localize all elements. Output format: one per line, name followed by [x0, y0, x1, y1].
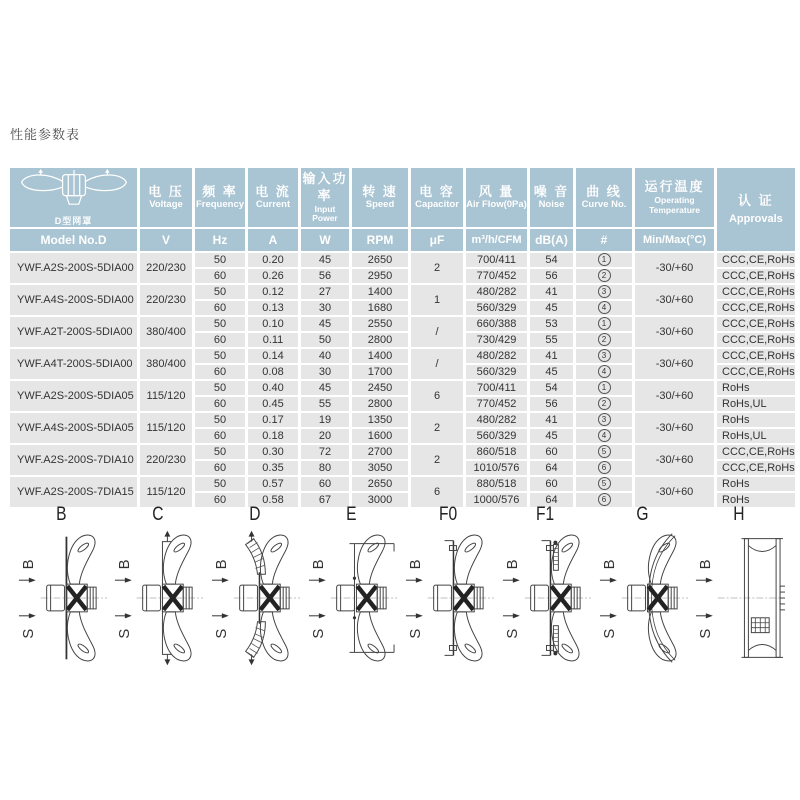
curve-number-badge: 2: [598, 333, 611, 346]
cell-curve-no: [576, 285, 632, 299]
cell-airflow: 860/518: [466, 445, 527, 459]
cell-airflow: 560/329: [466, 301, 527, 315]
cell-speed: 1350: [352, 413, 408, 427]
cell-speed: 2700: [352, 445, 408, 459]
cell-current: 0.10: [248, 317, 298, 331]
cell-input-power: 56: [301, 269, 349, 283]
cell-input-power: 50: [301, 333, 349, 347]
cell-noise: 45: [530, 301, 573, 315]
cell-curve-no: [576, 301, 632, 315]
cell-approvals: CCC,CE,RoHs: [717, 461, 795, 475]
unit-noise: dB(A): [530, 229, 573, 251]
cell-voltage: 220/230: [140, 253, 192, 283]
cell-frequency: 60: [195, 397, 245, 411]
cell-approvals: CCC,CE,RoHs: [717, 301, 795, 315]
cell-noise: 60: [530, 445, 573, 459]
cell-speed: 3050: [352, 461, 408, 475]
cell-speed: 3000: [352, 493, 408, 507]
cell-curve-no: [576, 365, 632, 379]
cell-input-power: 80: [301, 461, 349, 475]
header-row-main: [10, 168, 795, 227]
fan-type-figure-F0: [401, 502, 495, 668]
fan-type-label: C: [152, 504, 164, 525]
curve-number-badge: 4: [598, 429, 611, 442]
cell-curve-no: [576, 269, 632, 283]
cell-curve-no: [576, 397, 632, 411]
cell-airflow: 700/411: [466, 253, 527, 267]
cell-input-power: 40: [301, 349, 349, 363]
header-model-no: Model No.D: [10, 229, 137, 251]
cell-current: 0.11: [248, 333, 298, 347]
cell-frequency: 50: [195, 477, 245, 491]
header-noise: 噪 音 Noise: [530, 168, 573, 227]
cell-approvals: CCC,CE,RoHs: [717, 349, 795, 363]
cell-airflow: 660/388: [466, 317, 527, 331]
cell-noise: 60: [530, 477, 573, 491]
svg-text:B: B: [20, 559, 37, 570]
cell-capacitor: /: [411, 317, 463, 347]
cell-current: 0.26: [248, 269, 298, 283]
svg-text:S: S: [117, 628, 134, 639]
cell-speed: 2450: [352, 381, 408, 395]
fan-drawing-C-icon: [111, 528, 204, 668]
curve-number-badge: 6: [598, 461, 611, 474]
curve-number-badge: 2: [598, 397, 611, 410]
cell-curve-no: [576, 253, 632, 267]
cell-current: 0.13: [248, 301, 298, 315]
cell-speed: 1600: [352, 429, 408, 443]
cell-airflow: 480/282: [466, 349, 527, 363]
cell-approvals: CCC,CE,RoHs: [717, 253, 795, 267]
cell-approvals: CCC,CE,RoHs: [717, 333, 795, 347]
cell-frequency: 60: [195, 461, 245, 475]
cell-speed: 1680: [352, 301, 408, 315]
arrow-icon: [38, 169, 43, 173]
cell-noise: 55: [530, 333, 573, 347]
cell-curve-no: [576, 413, 632, 427]
cell-speed: 2800: [352, 397, 408, 411]
header-operating-temperature: 运行温度 Operating Temperature: [635, 168, 714, 227]
cell-speed: 2650: [352, 253, 408, 267]
svg-text:B: B: [213, 559, 230, 570]
unit-voltage: V: [140, 229, 192, 251]
curve-number-badge: 1: [598, 253, 611, 266]
cell-airflow: 700/411: [466, 381, 527, 395]
table-row: [10, 477, 795, 491]
table-row: [10, 253, 795, 267]
cell-curve-no: [576, 333, 632, 347]
cell-speed: 2650: [352, 477, 408, 491]
cell-noise: 45: [530, 365, 573, 379]
cell-airflow: 770/452: [466, 397, 527, 411]
fan-drawing-H-icon: [692, 528, 785, 668]
cell-approvals: RoHs: [717, 413, 795, 427]
cell-frequency: 50: [195, 317, 245, 331]
cell-current: 0.14: [248, 349, 298, 363]
cell-speed: 1400: [352, 285, 408, 299]
fan-type-figure-B: [14, 502, 108, 668]
cell-airflow: 1000/576: [466, 493, 527, 507]
fan-type-figure-C: [111, 502, 205, 668]
cell-temperature: -30/+60: [635, 413, 714, 443]
cell-curve-no: [576, 349, 632, 363]
table-row: [10, 349, 795, 363]
cell-temperature: -30/+60: [635, 253, 714, 283]
fan-type-label: H: [733, 504, 745, 525]
cell-frequency: 60: [195, 493, 245, 507]
cell-capacitor: 2: [411, 253, 463, 283]
cell-noise: 41: [530, 285, 573, 299]
cell-speed: 1700: [352, 365, 408, 379]
cell-approvals: CCC,CE,RoHs: [717, 285, 795, 299]
table-row: [10, 285, 795, 299]
cell-frequency: 60: [195, 365, 245, 379]
unit-curve-no: #: [576, 229, 632, 251]
fan-drawing-E-icon: [305, 528, 398, 668]
cell-capacitor: 2: [411, 413, 463, 443]
header-voltage: 电 压 Voltage: [140, 168, 192, 227]
cell-current: 0.18: [248, 429, 298, 443]
cell-model: YWF.A2S-200S-5DIA00: [10, 253, 137, 283]
header-capacitor: 电 容 Capacitor: [411, 168, 463, 227]
cell-voltage: 220/230: [140, 285, 192, 315]
header-guard-image-cell: [10, 168, 137, 227]
cell-current: 0.08: [248, 365, 298, 379]
header-row-units: [10, 229, 795, 251]
svg-text:B: B: [698, 559, 715, 570]
cell-curve-no: [576, 317, 632, 331]
cell-approvals: RoHs: [717, 477, 795, 491]
cell-speed: 2950: [352, 269, 408, 283]
cell-frequency: 60: [195, 269, 245, 283]
cell-speed: 2800: [352, 333, 408, 347]
cell-model: YWF.A2T-200S-5DIA00: [10, 317, 137, 347]
page-title: 性能参数表: [10, 127, 81, 142]
header-frequency: 频 率 Frequency: [195, 168, 245, 227]
curve-number-badge: 4: [598, 301, 611, 314]
svg-text:S: S: [601, 628, 618, 639]
fan-type-figure-G: [595, 502, 689, 668]
cell-airflow: 1010/576: [466, 461, 527, 475]
cell-curve-no: [576, 461, 632, 475]
cell-current: 0.45: [248, 397, 298, 411]
fan-type-label: G: [636, 504, 649, 525]
cell-current: 0.12: [248, 285, 298, 299]
cell-input-power: 20: [301, 429, 349, 443]
fan-type-label: F1: [536, 504, 555, 525]
cell-noise: 56: [530, 269, 573, 283]
fan-top-view-icon: [16, 168, 132, 208]
cell-input-power: 19: [301, 413, 349, 427]
cell-voltage: 380/400: [140, 349, 192, 379]
cell-current: 0.58: [248, 493, 298, 507]
cell-input-power: 45: [301, 253, 349, 267]
header-input-power: 输入功率 Input Power: [301, 168, 349, 227]
cell-model: YWF.A4S-200S-5DIA05: [10, 413, 137, 443]
cell-approvals: CCC,CE,RoHs: [717, 269, 795, 283]
fan-type-figure-H: [692, 502, 786, 668]
fan-drawing-B-icon: [15, 528, 108, 668]
fan-drawing-F0-icon: [402, 528, 495, 668]
cell-input-power: 55: [301, 397, 349, 411]
guard-caption: D型网罩: [54, 216, 93, 226]
unit-speed: RPM: [352, 229, 408, 251]
cell-input-power: 67: [301, 493, 349, 507]
svg-text:S: S: [310, 628, 327, 639]
cell-noise: 45: [530, 429, 573, 443]
curve-number-badge: 1: [598, 317, 611, 330]
cell-frequency: 50: [195, 285, 245, 299]
cell-current: 0.20: [248, 253, 298, 267]
curve-number-badge: 3: [598, 413, 611, 426]
cell-frequency: 50: [195, 413, 245, 427]
header-current: 电 流 Current: [248, 168, 298, 227]
cell-input-power: 30: [301, 301, 349, 315]
table-row: [10, 445, 795, 459]
cell-noise: 64: [530, 461, 573, 475]
cell-capacitor: 2: [411, 445, 463, 475]
curve-number-badge: 3: [598, 349, 611, 362]
cell-current: 0.30: [248, 445, 298, 459]
cell-noise: 54: [530, 253, 573, 267]
unit-current: A: [248, 229, 298, 251]
cell-capacitor: 1: [411, 285, 463, 315]
cell-airflow: 880/518: [466, 477, 527, 491]
fan-drawing-G-icon: [596, 528, 689, 668]
cell-curve-no: [576, 477, 632, 491]
curve-number-badge: 5: [598, 445, 611, 458]
cell-input-power: 45: [301, 381, 349, 395]
cell-frequency: 50: [195, 445, 245, 459]
cell-frequency: 50: [195, 349, 245, 363]
unit-airflow: m³/h/CFM: [466, 229, 527, 251]
spec-table: [7, 166, 798, 509]
cell-noise: 56: [530, 397, 573, 411]
fan-type-figure-F1: [498, 502, 592, 668]
svg-text:S: S: [20, 628, 37, 639]
cell-approvals: RoHs: [717, 493, 795, 507]
svg-text:S: S: [698, 628, 715, 639]
fan-type-figure-E: [305, 502, 399, 668]
cell-model: YWF.A4T-200S-5DIA00: [10, 349, 137, 379]
cell-airflow: 480/282: [466, 285, 527, 299]
header-airflow: 风 量 Air Flow(0Pa): [466, 168, 527, 227]
cell-voltage: 115/120: [140, 413, 192, 443]
cell-temperature: -30/+60: [635, 381, 714, 411]
cell-noise: 54: [530, 381, 573, 395]
fan-type-figure-D: [208, 502, 302, 668]
cell-temperature: -30/+60: [635, 285, 714, 315]
cell-frequency: 50: [195, 253, 245, 267]
cell-approvals: CCC,CE,RoHs: [717, 445, 795, 459]
cell-speed: 2550: [352, 317, 408, 331]
cell-capacitor: 6: [411, 477, 463, 507]
unit-input-power: W: [301, 229, 349, 251]
curve-number-badge: 6: [598, 493, 611, 506]
cell-noise: 41: [530, 413, 573, 427]
cell-temperature: -30/+60: [635, 445, 714, 475]
cell-temperature: -30/+60: [635, 349, 714, 379]
fan-drawing-F1-icon: [499, 528, 592, 668]
table-row: [10, 381, 795, 395]
header-approvals: 认 证 Approvals: [717, 168, 795, 251]
cell-airflow: 730/429: [466, 333, 527, 347]
svg-text:B: B: [117, 559, 134, 570]
fan-type-label: D: [249, 504, 261, 525]
cell-curve-no: [576, 445, 632, 459]
cell-current: 0.40: [248, 381, 298, 395]
fan-type-drawings: [0, 502, 800, 668]
cell-current: 0.17: [248, 413, 298, 427]
cell-frequency: 60: [195, 429, 245, 443]
unit-capacitor: μF: [411, 229, 463, 251]
cell-model: YWF.A2S-200S-5DIA05: [10, 381, 137, 411]
cell-approvals: RoHs,UL: [717, 429, 795, 443]
cell-current: 0.35: [248, 461, 298, 475]
cell-input-power: 30: [301, 365, 349, 379]
fan-type-label: E: [346, 504, 357, 525]
cell-approvals: CCC,CE,RoHs: [717, 365, 795, 379]
curve-number-badge: 1: [598, 381, 611, 394]
table-row: [10, 317, 795, 331]
cell-voltage: 115/120: [140, 381, 192, 411]
cell-model: YWF.A2S-200S-7DIA15: [10, 477, 137, 507]
cell-capacitor: /: [411, 349, 463, 379]
svg-text:B: B: [601, 559, 618, 570]
cell-airflow: 480/282: [466, 413, 527, 427]
spec-table-body: [10, 253, 795, 507]
cell-model: YWF.A2S-200S-7DIA10: [10, 445, 137, 475]
svg-text:B: B: [504, 559, 521, 570]
curve-number-badge: 2: [598, 269, 611, 282]
svg-text:S: S: [407, 628, 424, 639]
cell-input-power: 60: [301, 477, 349, 491]
cell-temperature: -30/+60: [635, 317, 714, 347]
fan-type-label: F0: [439, 504, 458, 525]
cell-speed: 1400: [352, 349, 408, 363]
cell-approvals: RoHs: [717, 381, 795, 395]
header-curve-no: 曲 线 Curve No.: [576, 168, 632, 227]
table-row: [10, 413, 795, 427]
cell-temperature: -30/+60: [635, 477, 714, 507]
cell-airflow: 560/329: [466, 429, 527, 443]
arrow-icon: [104, 169, 109, 173]
curve-number-badge: 3: [598, 285, 611, 298]
cell-noise: 53: [530, 317, 573, 331]
cell-frequency: 60: [195, 301, 245, 315]
cell-frequency: 50: [195, 381, 245, 395]
cell-curve-no: [576, 429, 632, 443]
cell-model: YWF.A4S-200S-5DIA00: [10, 285, 137, 315]
curve-number-badge: 4: [598, 365, 611, 378]
cell-input-power: 27: [301, 285, 349, 299]
cell-voltage: 220/230: [140, 445, 192, 475]
cell-input-power: 45: [301, 317, 349, 331]
unit-frequency: Hz: [195, 229, 245, 251]
cell-airflow: 770/452: [466, 269, 527, 283]
cell-input-power: 72: [301, 445, 349, 459]
unit-operating-temperature: Min/Max(°C): [635, 229, 714, 251]
cell-airflow: 560/329: [466, 365, 527, 379]
cell-voltage: 380/400: [140, 317, 192, 347]
fan-drawing-D-icon: [208, 528, 301, 668]
curve-number-badge: 5: [598, 477, 611, 490]
cell-voltage: 115/120: [140, 477, 192, 507]
header-speed: 转 速 Speed: [352, 168, 408, 227]
fan-type-label: B: [55, 504, 67, 525]
cell-approvals: RoHs,UL: [717, 397, 795, 411]
svg-text:B: B: [407, 559, 424, 570]
cell-curve-no: [576, 381, 632, 395]
cell-approvals: CCC,CE,RoHs: [717, 317, 795, 331]
cell-frequency: 60: [195, 333, 245, 347]
cell-noise: 41: [530, 349, 573, 363]
svg-text:B: B: [310, 559, 327, 570]
cell-current: 0.57: [248, 477, 298, 491]
cell-noise: 64: [530, 493, 573, 507]
svg-text:S: S: [504, 628, 521, 639]
cell-capacitor: 6: [411, 381, 463, 411]
svg-text:S: S: [213, 628, 230, 639]
